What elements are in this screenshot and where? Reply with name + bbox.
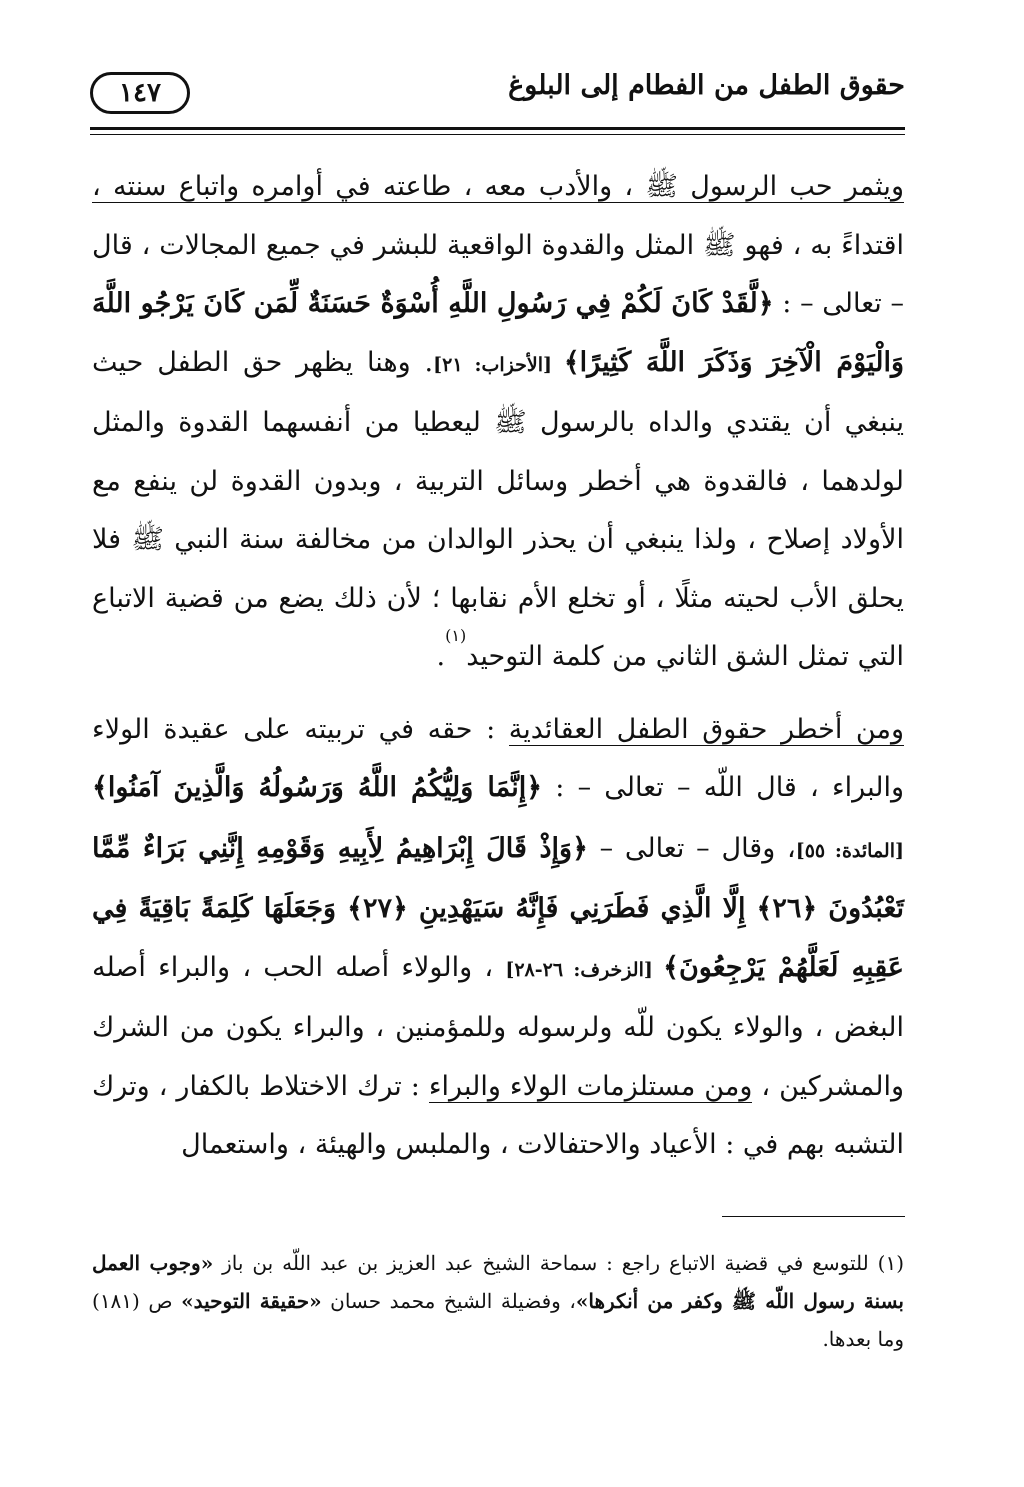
text-span: . bbox=[436, 641, 446, 672]
footnote-number: (١) bbox=[877, 1251, 904, 1275]
text-span: . وهنا يظهر حق الطفل حيث ينبغي أن يقتدي والداه بالرسول ﷺ ليعطيا من أنفسهما القدوة والمثل لولدهما ، فالقدوة هي أخطر وسائل التربية ، وبدون القدوة لن ينفع مع الأولاد إصلاح ، ولذا ينبغي أن يحذر الوالدان من مخالفة سنة النبي ﷺ فلا يحلق الأب لحيته مثلًا ، أو تخلع الأم نقابها ؛ لأن ذلك يضع من قضية الاتباع التي تمثل الشق الثاني من كلمة التوحيد bbox=[92, 346, 904, 672]
footnote-1 bbox=[92, 1244, 904, 1358]
book-title: «حقيقة التوحيد» bbox=[181, 1289, 322, 1313]
text-span: ، وفضيلة الشيخ محمد حسان bbox=[321, 1289, 576, 1313]
quran-verse: ﴿إِنَّمَا وَلِيُّكُمُ اللَّهُ وَرَسُولُهُ وَالَّذِينَ آمَنُوا﴾ bbox=[92, 772, 543, 803]
paragraph-1 bbox=[92, 158, 904, 687]
text-span: للتوسع في قضية الاتباع راجع : سماحة الشيخ عبد العزيز بن عبد اللّه بن باز bbox=[213, 1251, 878, 1275]
running-title: حقوق الطفل من الفطام إلى البلوغ bbox=[508, 70, 905, 101]
text-span: ، وقال – تعالى – bbox=[587, 832, 796, 864]
header-rule-thick bbox=[90, 127, 905, 130]
verse-citation: [الأحزاب: ٢١] bbox=[433, 353, 564, 376]
footnote-separator bbox=[722, 1216, 905, 1217]
text-span: ، والولاء أصله الحب ، والبراء أصله البغض ، والولاء يكون للّه ولرسوله وللمؤمنين ، والبراء يكون من الشرك والمشركين ، bbox=[92, 951, 905, 1102]
text-span: ص (١٨١) وما بعدها. bbox=[92, 1289, 904, 1351]
underlined-heading: ويثمر حب الرسول ﷺ ، والأدب معه ، طاعته في أوامره واتباع سنته ، bbox=[92, 171, 904, 202]
paragraph-2 bbox=[92, 701, 904, 1175]
main-text bbox=[92, 158, 904, 1175]
text-span: : حقه في تربيته على عقيدة الولاء والبراء ، قال اللّه – تعالى – : bbox=[92, 713, 904, 803]
quran-verse: ﴿لَّقَدْ كَانَ لَكُمْ فِي رَسُولِ اللَّهِ أُسْوَةٌ حَسَنَةٌ لِّمَن كَانَ يَرْجُو اللَّهَ وَالْيَوْمَ الْآخِرَ وَذَكَرَ اللَّهَ كَثِيرًا﴾ bbox=[92, 288, 904, 378]
quran-verse: ﴿وَإِذْ قَالَ إِبْرَاهِيمُ لِأَبِيهِ وَقَوْمِهِ إِنَّنِي بَرَاءٌ مِّمَّا تَعْبُدُونَ ﴿٢٦﴾ إِلَّا الَّذِي فَطَرَنِي فَإِنَّهُ سَيَهْدِينِ ﴿٢٧﴾ وَجَعَلَهَا كَلِمَةً بَاقِيَةً فِي عَقِبِهِ لَعَلَّهُمْ يَرْجِعُونَ﴾ bbox=[92, 832, 904, 983]
text-span: اقتداءً به ، فهو ﷺ المثل والقدوة الواقعية للبشر في جميع المجالات ، قال – تعالى – : bbox=[92, 229, 904, 319]
page-number-badge bbox=[90, 72, 190, 114]
footnote-marker[interactable]: (١) bbox=[445, 626, 467, 645]
text-span: : ترك الاختلاط بالكفار ، وترك التشبه بهم في : الأعياد والاحتفالات ، والملبس والهيئة ، واستعمال bbox=[92, 1070, 904, 1160]
header-rule-thin bbox=[90, 134, 905, 135]
page-number: ١٤٧ bbox=[119, 78, 161, 108]
underlined-heading: ومن أخطر حقوق الطفل العقائدية bbox=[508, 713, 904, 745]
verse-citation: [الزخرف: ٢٦-٢٨] bbox=[505, 958, 664, 981]
page-header bbox=[90, 58, 905, 128]
verse-citation: [المائدة: ٥٥] bbox=[795, 839, 904, 862]
underlined-heading: ومن مستلزمات الولاء والبراء bbox=[428, 1070, 753, 1102]
book-title: «وجوب العمل بسنة رسول اللّه ﷺ وكفر من أنكرها» bbox=[92, 1251, 904, 1313]
footnotes bbox=[92, 1244, 904, 1358]
